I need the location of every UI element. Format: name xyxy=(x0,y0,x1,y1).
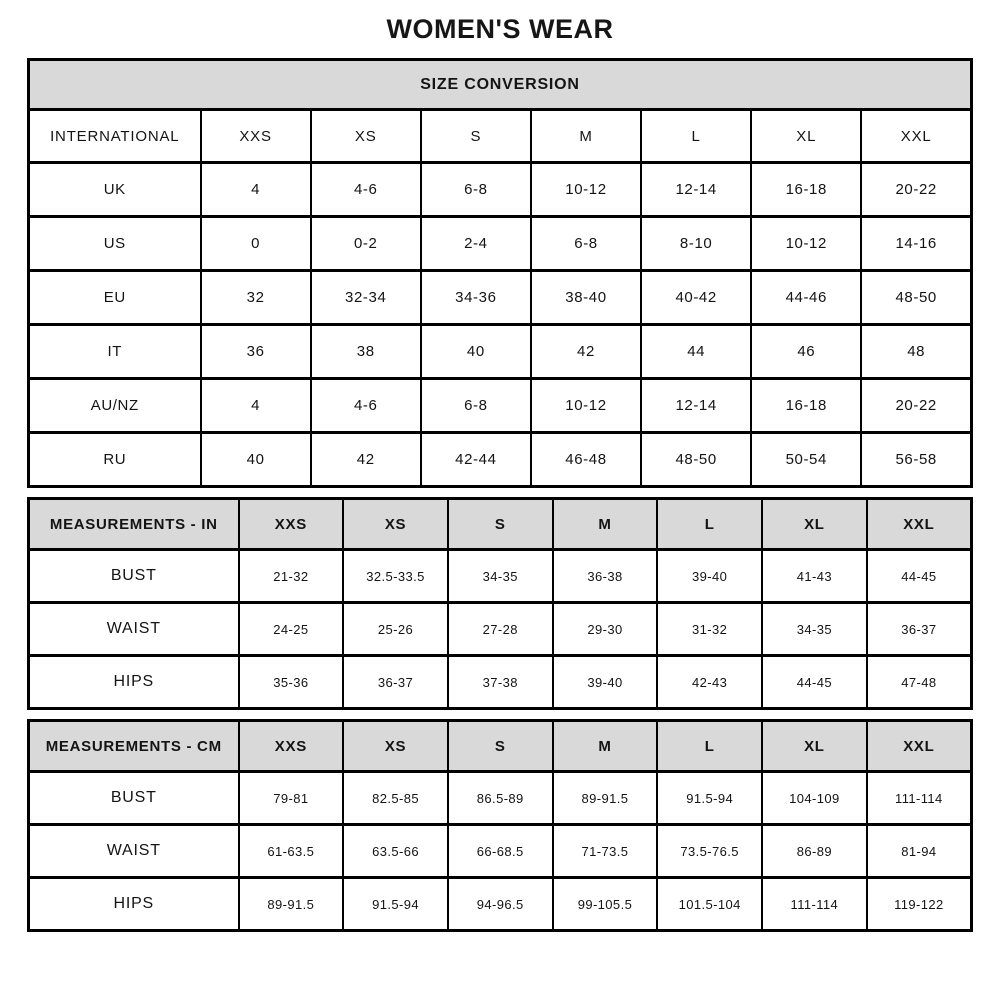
table-row xyxy=(29,433,972,487)
row-label: UK xyxy=(29,163,201,217)
size-value-cell: 39-40 xyxy=(553,656,658,709)
table-row xyxy=(29,878,972,931)
size-value-cell: 2-4 xyxy=(421,217,531,271)
size-value-cell: 32 xyxy=(201,271,311,325)
table-row xyxy=(29,656,972,709)
size-value-cell: 0 xyxy=(201,217,311,271)
column-header-size: XL xyxy=(762,721,867,772)
size-value-cell: 6-8 xyxy=(421,163,531,217)
size-value-cell: 36-37 xyxy=(867,603,972,656)
size-value-cell: 34-35 xyxy=(448,550,553,603)
size-value-cell: 99-105.5 xyxy=(553,878,658,931)
size-value-cell: 46 xyxy=(751,325,861,379)
column-header-size: S xyxy=(448,721,553,772)
size-value-cell: 38-40 xyxy=(531,271,641,325)
size-value-cell: 47-48 xyxy=(867,656,972,709)
size-value-cell: 40-42 xyxy=(641,271,751,325)
row-label: EU xyxy=(29,271,201,325)
size-value-cell: 24-25 xyxy=(239,603,344,656)
column-header-size: XXS xyxy=(239,499,344,550)
size-value-cell: 14-16 xyxy=(861,217,971,271)
size-value-cell: 40 xyxy=(201,433,311,487)
size-value-cell: 104-109 xyxy=(762,772,867,825)
size-value-cell: 4 xyxy=(201,163,311,217)
column-header-row xyxy=(29,110,972,163)
row-label: HIPS xyxy=(29,878,239,931)
size-value-cell: 44 xyxy=(641,325,751,379)
size-value-cell: 27-28 xyxy=(448,603,553,656)
size-value-cell: 6-8 xyxy=(531,217,641,271)
column-header-size: XXL xyxy=(861,110,971,163)
size-value-cell: 46-48 xyxy=(531,433,641,487)
size-value-cell: 111-114 xyxy=(762,878,867,931)
size-value-cell: 4 xyxy=(201,379,311,433)
row-label: IT xyxy=(29,325,201,379)
size-value-cell: 16-18 xyxy=(751,379,861,433)
size-value-cell: 42 xyxy=(531,325,641,379)
size-value-cell: 91.5-94 xyxy=(343,878,448,931)
size-value-cell: 21-32 xyxy=(239,550,344,603)
table-row xyxy=(29,379,972,433)
column-header-row xyxy=(29,499,972,550)
column-header-label: MEASUREMENTS - IN xyxy=(29,499,239,550)
size-value-cell: 48 xyxy=(861,325,971,379)
size-value-cell: 35-36 xyxy=(239,656,344,709)
size-value-cell: 37-38 xyxy=(448,656,553,709)
size-value-cell: 71-73.5 xyxy=(553,825,658,878)
column-header-size: L xyxy=(657,499,762,550)
row-label: BUST xyxy=(29,550,239,603)
column-header-size: XXL xyxy=(867,499,972,550)
column-header-size: XXL xyxy=(867,721,972,772)
size-value-cell: 42-43 xyxy=(657,656,762,709)
column-header-size: XXS xyxy=(239,721,344,772)
row-label: RU xyxy=(29,433,201,487)
size-value-cell: 29-30 xyxy=(553,603,658,656)
measurements-cm-table xyxy=(27,719,973,932)
size-conversion-banner: SIZE CONVERSION xyxy=(29,60,972,110)
size-value-cell: 66-68.5 xyxy=(448,825,553,878)
column-header-label: INTERNATIONAL xyxy=(29,110,201,163)
column-header-row xyxy=(29,721,972,772)
size-value-cell: 86.5-89 xyxy=(448,772,553,825)
size-value-cell: 8-10 xyxy=(641,217,751,271)
size-value-cell: 56-58 xyxy=(861,433,971,487)
row-label: AU/NZ xyxy=(29,379,201,433)
size-value-cell: 81-94 xyxy=(867,825,972,878)
column-header-size: XXS xyxy=(201,110,311,163)
column-header-size: L xyxy=(641,110,751,163)
size-value-cell: 41-43 xyxy=(762,550,867,603)
size-value-cell: 40 xyxy=(421,325,531,379)
size-value-cell: 48-50 xyxy=(861,271,971,325)
column-header-size: XL xyxy=(762,499,867,550)
measurements-in-table xyxy=(27,497,973,710)
size-value-cell: 32.5-33.5 xyxy=(343,550,448,603)
size-value-cell: 4-6 xyxy=(311,379,421,433)
size-value-cell: 89-91.5 xyxy=(553,772,658,825)
size-value-cell: 20-22 xyxy=(861,379,971,433)
size-value-cell: 10-12 xyxy=(531,379,641,433)
size-value-cell: 44-46 xyxy=(751,271,861,325)
row-label: WAIST xyxy=(29,825,239,878)
size-value-cell: 42 xyxy=(311,433,421,487)
size-value-cell: 73.5-76.5 xyxy=(657,825,762,878)
table-row xyxy=(29,825,972,878)
row-label: WAIST xyxy=(29,603,239,656)
table-row xyxy=(29,550,972,603)
size-value-cell: 94-96.5 xyxy=(448,878,553,931)
size-value-cell: 25-26 xyxy=(343,603,448,656)
column-header-size: S xyxy=(421,110,531,163)
size-value-cell: 119-122 xyxy=(867,878,972,931)
size-value-cell: 10-12 xyxy=(531,163,641,217)
column-header-size: XL xyxy=(751,110,861,163)
size-value-cell: 31-32 xyxy=(657,603,762,656)
size-value-cell: 89-91.5 xyxy=(239,878,344,931)
table-row xyxy=(29,217,972,271)
table-row xyxy=(29,772,972,825)
size-value-cell: 39-40 xyxy=(657,550,762,603)
column-header-size: S xyxy=(448,499,553,550)
size-value-cell: 101.5-104 xyxy=(657,878,762,931)
size-value-cell: 34-36 xyxy=(421,271,531,325)
table-row xyxy=(29,271,972,325)
size-value-cell: 36 xyxy=(201,325,311,379)
size-value-cell: 36-38 xyxy=(553,550,658,603)
size-value-cell: 79-81 xyxy=(239,772,344,825)
row-label: BUST xyxy=(29,772,239,825)
column-header-size: L xyxy=(657,721,762,772)
size-value-cell: 86-89 xyxy=(762,825,867,878)
table-row xyxy=(29,325,972,379)
row-label: US xyxy=(29,217,201,271)
size-value-cell: 6-8 xyxy=(421,379,531,433)
size-value-cell: 12-14 xyxy=(641,379,751,433)
size-value-cell: 16-18 xyxy=(751,163,861,217)
column-header-size: M xyxy=(553,499,658,550)
column-header-size: XS xyxy=(311,110,421,163)
table-row xyxy=(29,603,972,656)
size-value-cell: 4-6 xyxy=(311,163,421,217)
size-value-cell: 36-37 xyxy=(343,656,448,709)
size-value-cell: 44-45 xyxy=(762,656,867,709)
size-value-cell: 20-22 xyxy=(861,163,971,217)
column-header-size: XS xyxy=(343,721,448,772)
column-header-label: MEASUREMENTS - CM xyxy=(29,721,239,772)
table-row xyxy=(29,163,972,217)
row-label: HIPS xyxy=(29,656,239,709)
size-conversion-table xyxy=(27,58,973,488)
size-value-cell: 32-34 xyxy=(311,271,421,325)
size-value-cell: 111-114 xyxy=(867,772,972,825)
size-value-cell: 42-44 xyxy=(421,433,531,487)
size-value-cell: 0-2 xyxy=(311,217,421,271)
banner-row xyxy=(29,60,972,110)
size-value-cell: 61-63.5 xyxy=(239,825,344,878)
column-header-size: M xyxy=(531,110,641,163)
size-value-cell: 50-54 xyxy=(751,433,861,487)
size-value-cell: 12-14 xyxy=(641,163,751,217)
size-value-cell: 82.5-85 xyxy=(343,772,448,825)
column-header-size: XS xyxy=(343,499,448,550)
size-value-cell: 44-45 xyxy=(867,550,972,603)
size-value-cell: 38 xyxy=(311,325,421,379)
column-header-size: M xyxy=(553,721,658,772)
size-value-cell: 63.5-66 xyxy=(343,825,448,878)
page-title: WOMEN'S WEAR xyxy=(386,14,614,44)
size-value-cell: 48-50 xyxy=(641,433,751,487)
size-value-cell: 10-12 xyxy=(751,217,861,271)
size-value-cell: 34-35 xyxy=(762,603,867,656)
size-value-cell: 91.5-94 xyxy=(657,772,762,825)
